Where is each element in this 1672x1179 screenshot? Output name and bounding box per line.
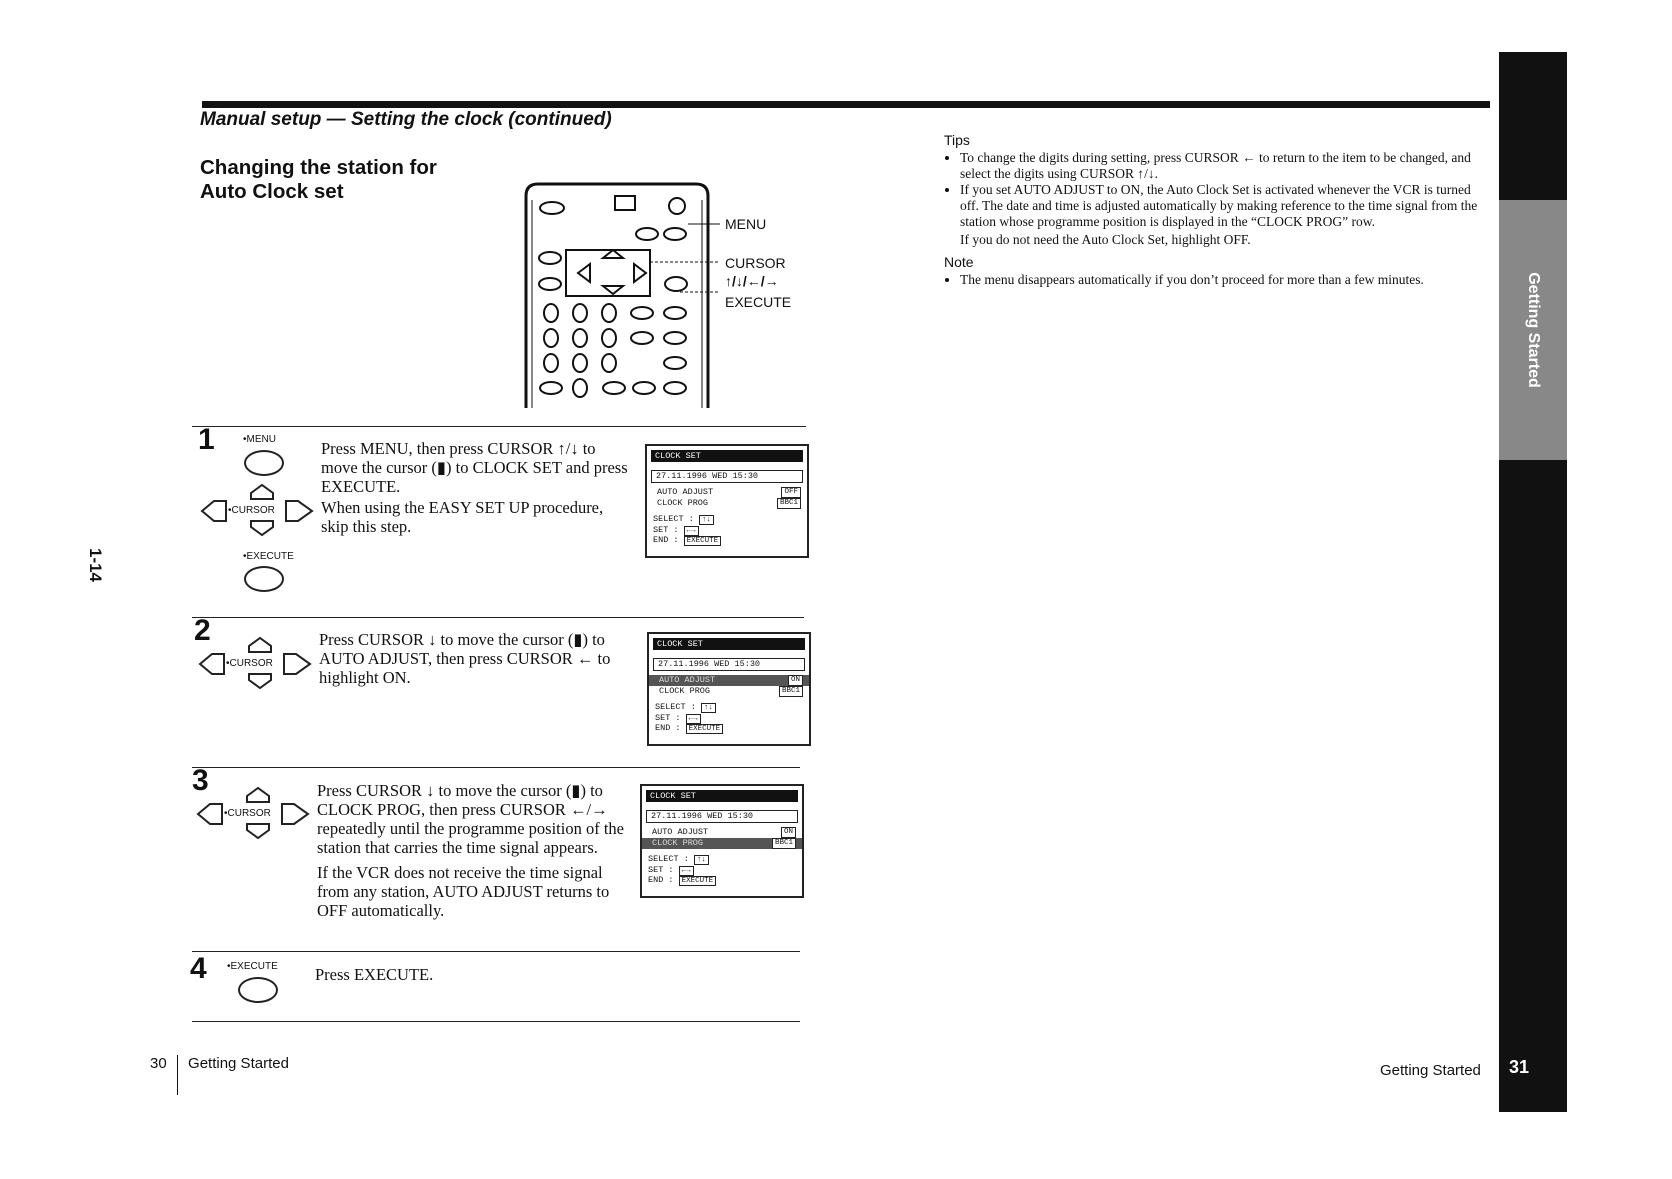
page-number-right: 31	[1508, 1057, 1530, 1077]
step-divider	[192, 1021, 800, 1022]
step-1-instruction: Press MENU, then press CURSOR ↑/↓ to move the cursor (▮) to CLOCK SET and press EXECUTE.	[321, 439, 628, 496]
tip-item: • To change the digits during setting, press CURSOR ← to return to the item to be changed, and select the digits using CURSOR ↑/↓.	[960, 150, 1484, 182]
osd-auto-adjust-row: AUTO ADJUST ON	[649, 675, 809, 686]
osd-clock-prog-row: CLOCK PROG BBC1	[649, 686, 809, 697]
osd-clock-set-screen	[645, 444, 809, 558]
osd-datetime: 27.11.1996 WED 15:30	[651, 470, 803, 483]
footer-left	[150, 1055, 289, 1095]
osd-auto-adjust-row: AUTO ADJUST ON	[642, 827, 802, 838]
step-divider	[192, 951, 800, 952]
menu-button-icon	[244, 450, 284, 476]
step-number: 2	[194, 614, 211, 647]
footer-divider	[177, 1055, 178, 1095]
tip-item: • If you set AUTO ADJUST to ON, the Auto Clock Set is activated whenever the VCR is turned off. The date and time is adjusted automatically by making reference to the time signal from the station whose programme position is displayed in the “CLOCK PROG” row.	[960, 182, 1484, 230]
osd-clock-prog-row: CLOCK PROG BBC1	[642, 838, 802, 849]
footer-section-left: Getting Started	[188, 1055, 289, 1072]
osd-legend: SELECT : ↑↓ SET : ←→ END : EXECUTE	[642, 855, 802, 887]
step-3-note: If the VCR does not receive the time signal from any station, AUTO ADJUST returns to OFF automatically.	[317, 863, 610, 920]
footer-section-right: Getting Started	[1380, 1062, 1481, 1079]
execute-button-label: •EXECUTE	[227, 961, 278, 972]
osd-clock-set-screen	[640, 784, 804, 898]
top-rule	[202, 101, 1490, 108]
tips-title: Tips	[944, 132, 970, 148]
step-3-text	[317, 781, 627, 920]
step-divider	[192, 617, 804, 618]
step-number: 1	[198, 423, 215, 456]
remote-cursor-arrows: ↑/↓/←/→	[725, 273, 779, 289]
tips-section	[944, 132, 1484, 288]
menu-button-label: •MENU	[243, 434, 276, 445]
execute-button-label: •EXECUTE	[243, 551, 294, 562]
note-item: • The menu disappears automatically if you don’t proceed for more than a few minutes.	[960, 272, 1484, 288]
heading-line-2: Auto Clock set	[200, 180, 344, 203]
cursor-pad-icon	[198, 634, 318, 696]
step-4-text: Press EXECUTE.	[315, 965, 434, 984]
remote-control-illustration	[520, 178, 810, 408]
remote-execute-label: EXECUTE	[725, 294, 792, 310]
page-number-left: 30	[150, 1055, 167, 1072]
cursor-button-label: •CURSOR	[224, 808, 271, 819]
execute-button-icon	[244, 566, 284, 592]
heading-line-1: Changing the station for	[200, 156, 437, 179]
osd-title: CLOCK SET	[653, 638, 805, 650]
note-title: Note	[944, 254, 974, 270]
execute-button-icon	[238, 977, 278, 1003]
step-number: 3	[192, 764, 209, 797]
step-number: 4	[190, 952, 207, 985]
side-tab-label: Getting Started	[1525, 272, 1542, 388]
osd-clock-set-screen	[647, 632, 811, 746]
remote-menu-label: MENU	[725, 216, 767, 232]
osd-auto-adjust-row: AUTO ADJUST OFF	[647, 487, 807, 498]
step-divider	[192, 426, 806, 427]
note-list	[944, 272, 1484, 288]
cursor-pad-icon	[196, 784, 316, 846]
step-divider	[192, 767, 800, 768]
step-1-text	[321, 439, 631, 536]
osd-legend: SELECT : ↑↓ SET : ←→ END : EXECUTE	[647, 515, 807, 547]
tips-list	[944, 150, 1484, 230]
tip-extra: If you do not need the Auto Clock Set, highlight OFF.	[960, 232, 1251, 247]
cursor-button-label: •CURSOR	[228, 505, 275, 516]
step-3-instruction: Press CURSOR ↓ to move the cursor (▮) to CLOCK PROG, then press CURSOR ←/→ repeatedly until the programme position of the station that carries the time signal appears.	[317, 781, 624, 857]
page-heading	[200, 156, 500, 204]
osd-clock-prog-row: CLOCK PROG BBC1	[647, 498, 807, 509]
step-2-text: Press CURSOR ↓ to move the cursor (▮) to AUTO ADJUST, then press CURSOR ← to highlight ON.	[319, 630, 611, 687]
step-1-note: When using the EASY SET UP procedure, skip this step.	[321, 498, 604, 536]
osd-legend: SELECT : ↑↓ SET : ←→ END : EXECUTE	[649, 703, 809, 735]
section-title: Manual setup — Setting the clock (continued)	[200, 109, 612, 130]
osd-title: CLOCK SET	[646, 790, 798, 802]
remote-cursor-label: CURSOR	[725, 255, 786, 271]
margin-code: 1-14	[86, 547, 106, 583]
osd-title: CLOCK SET	[651, 450, 803, 462]
cursor-pad-icon	[200, 481, 320, 543]
osd-datetime: 27.11.1996 WED 15:30	[646, 810, 798, 823]
cursor-button-label: •CURSOR	[226, 658, 273, 669]
osd-datetime: 27.11.1996 WED 15:30	[653, 658, 805, 671]
